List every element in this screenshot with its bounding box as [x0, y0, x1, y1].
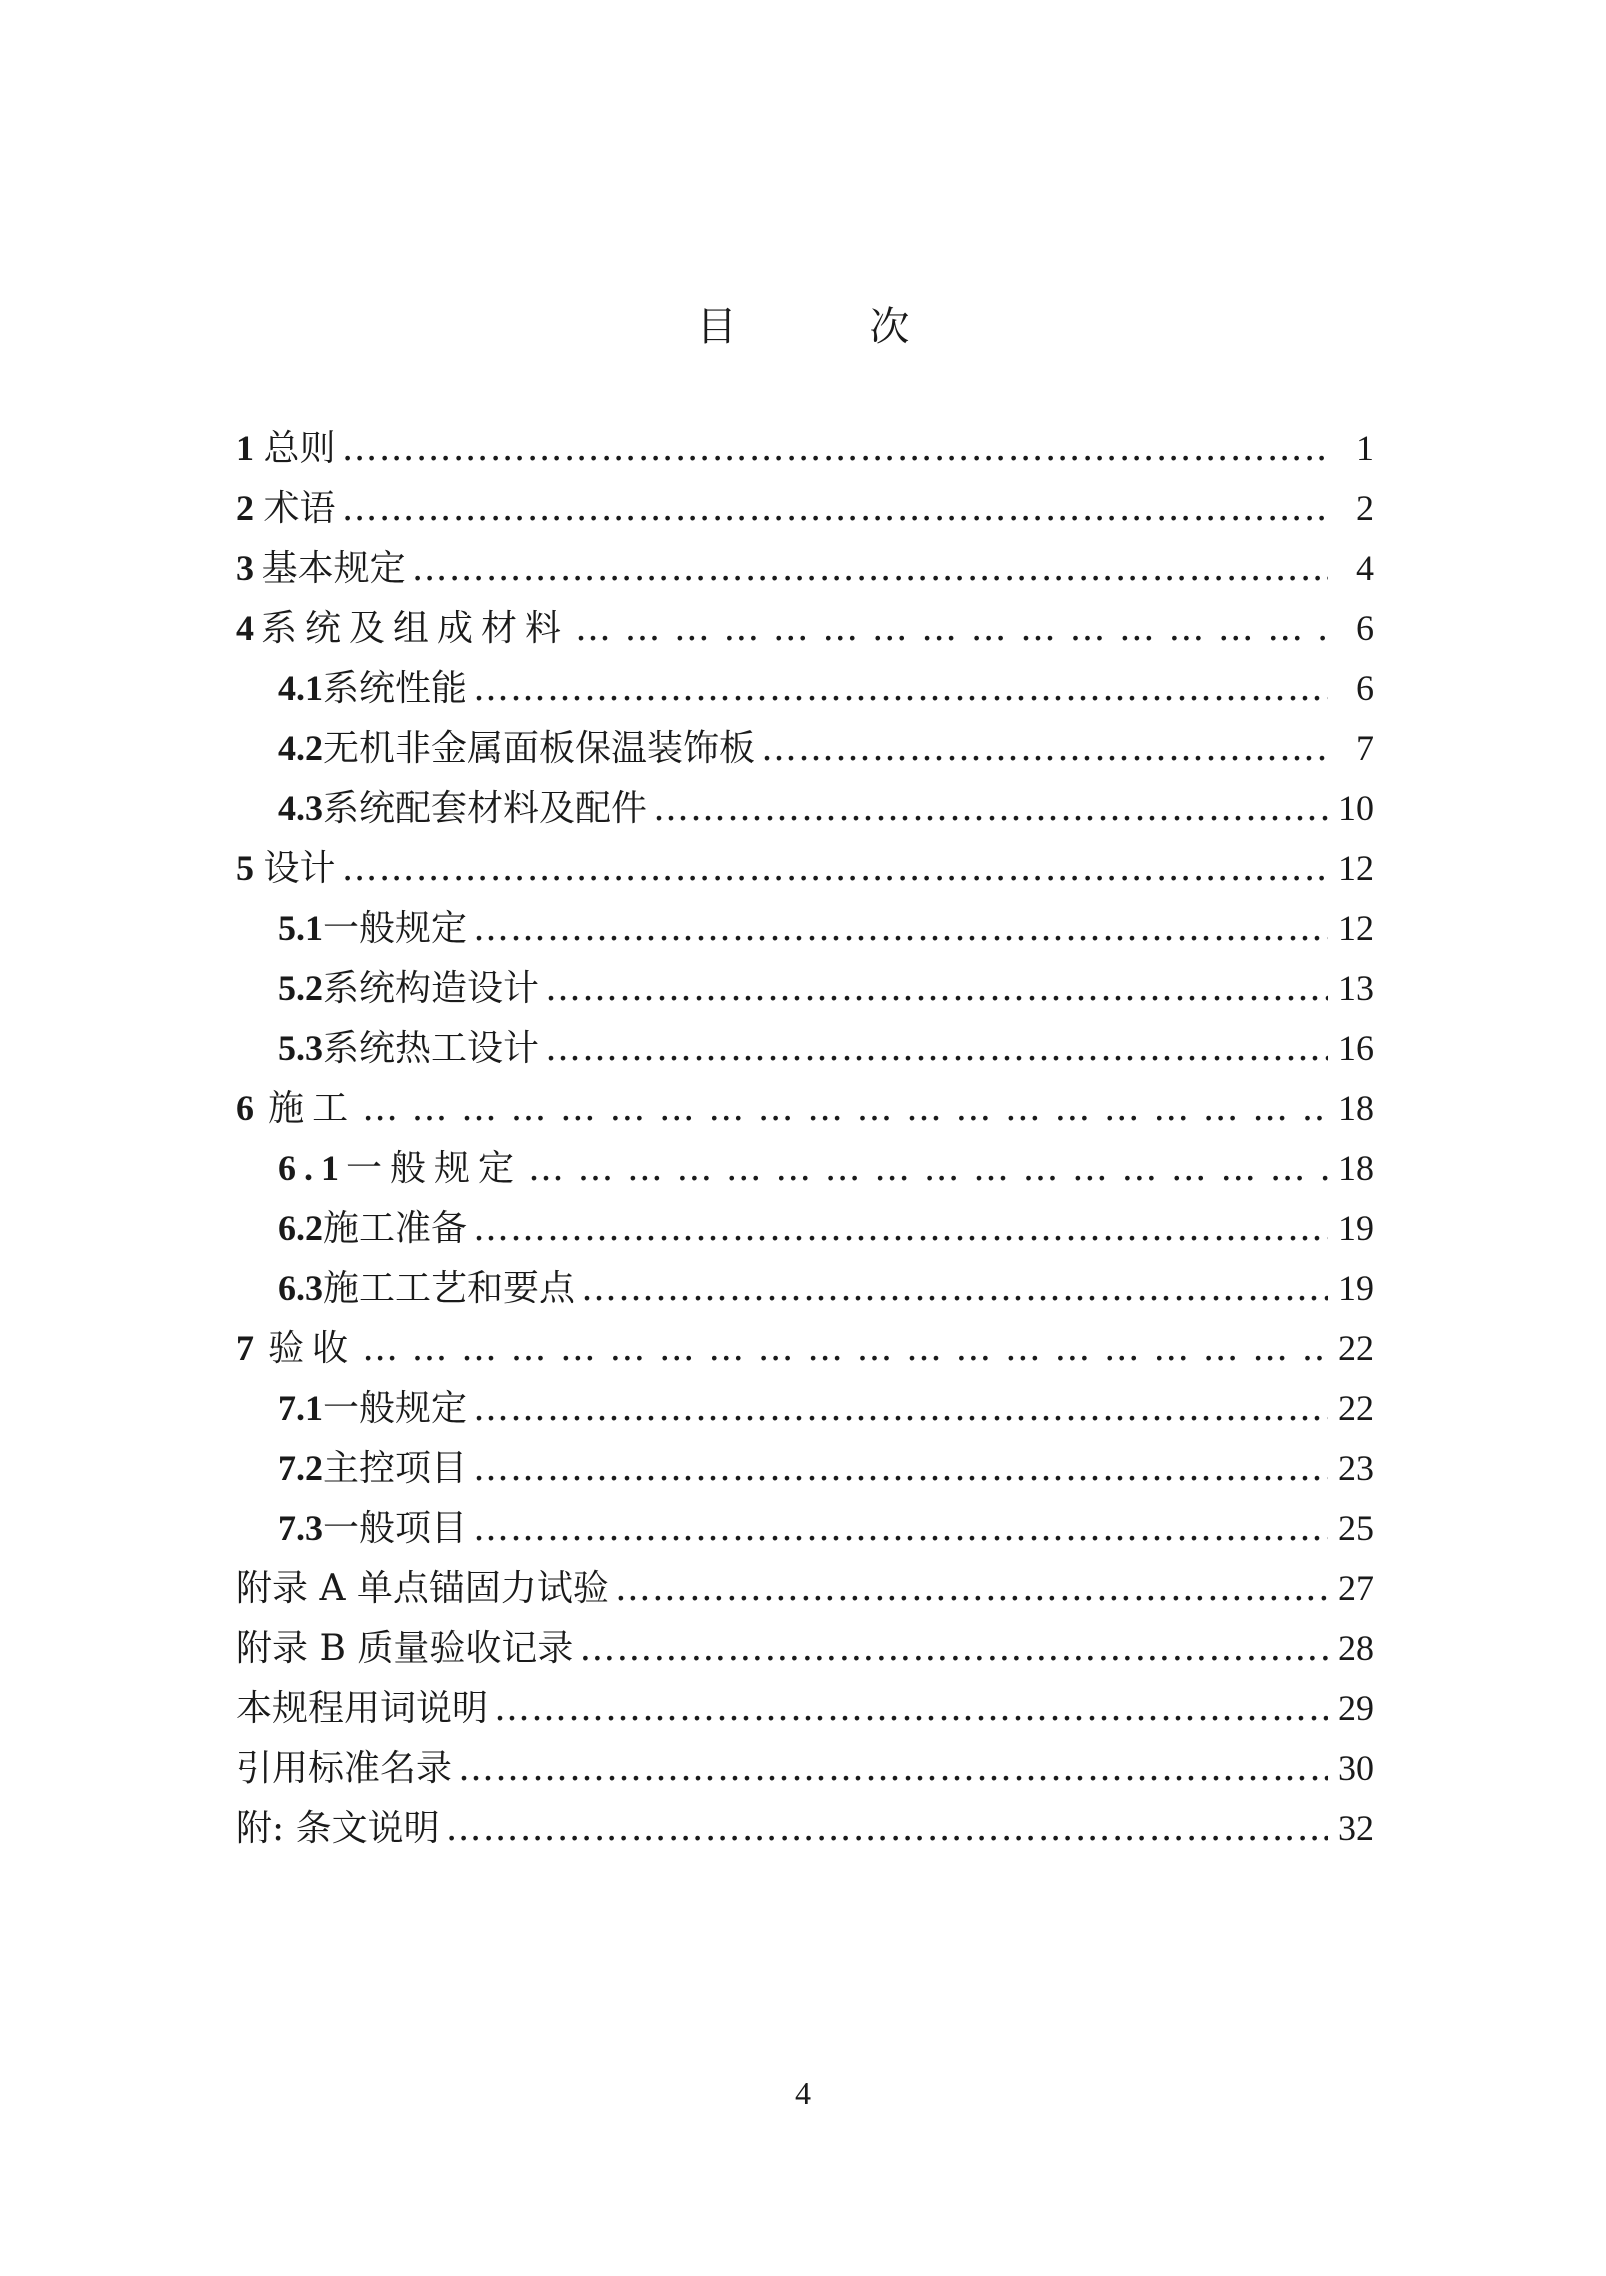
toc-leader-dots [473, 1199, 1328, 1259]
toc-leader-dots [362, 1079, 1328, 1139]
toc-entry[interactable] [236, 1198, 1374, 1258]
toc-entry-page: 19 [1338, 1208, 1374, 1248]
toc-entry-page: 2 [1356, 488, 1374, 528]
toc-leader-dots [579, 1619, 1328, 1679]
toc-entry-number: 5 [236, 848, 254, 888]
toc-entry-page: 30 [1338, 1748, 1374, 1788]
toc-entry-label: 引用标准名录 [236, 1748, 453, 1789]
toc-leader-dots [473, 1439, 1328, 1499]
toc-leader-dots [342, 479, 1328, 539]
toc-leader-dots [446, 1799, 1328, 1859]
toc-entry-number: 5.2 [278, 968, 323, 1008]
toc-entry-label: 基本规定 [261, 548, 406, 589]
toc-entry[interactable] [236, 898, 1374, 958]
toc-entry-label: 设计 [263, 848, 336, 889]
toc-entry-number: 4.1 [278, 668, 323, 708]
toc-entry-number: 5.1 [278, 908, 323, 948]
toc-entry[interactable] [236, 778, 1374, 838]
toc-entry-label: 附录 B 质量验收记录 [236, 1628, 574, 1669]
toc-entry[interactable] [236, 1678, 1374, 1738]
toc-entry-label: 一般规定 [346, 1148, 523, 1189]
toc-entry[interactable] [236, 958, 1374, 1018]
toc-entry-number: 7.1 [278, 1388, 323, 1428]
toc-title: 目 次 [696, 304, 970, 350]
toc-leader-dots [342, 839, 1328, 899]
toc-leader-dots [473, 899, 1328, 959]
toc-entry-label: 验收 [268, 1328, 357, 1369]
toc-entry[interactable] [236, 1558, 1374, 1618]
toc-entry[interactable] [236, 1318, 1374, 1378]
toc-entry-page: 22 [1338, 1388, 1374, 1428]
toc-entry-number: 6.1 [278, 1148, 347, 1188]
toc-entry-number: 3 [236, 548, 254, 588]
toc-entry-label: 附: 条文说明 [236, 1808, 440, 1849]
toc-entry-label: 一般规定 [323, 908, 468, 949]
toc-leader-dots [581, 1259, 1328, 1319]
toc-entry-number: 6 [236, 1088, 254, 1128]
toc-leader-dots [473, 659, 1328, 719]
toc-entry-number: 4 [236, 608, 254, 648]
toc-leader-dots [615, 1559, 1328, 1619]
toc-entry-label: 一般规定 [323, 1388, 468, 1429]
toc-entry[interactable] [236, 1438, 1374, 1498]
footer-page-number: 4 [795, 2075, 811, 2111]
toc-entry-page: 6 [1356, 668, 1374, 708]
toc-entry-page: 22 [1338, 1328, 1374, 1368]
toc-entry[interactable] [236, 1798, 1374, 1858]
toc-entry-page: 23 [1338, 1448, 1374, 1488]
toc-entry[interactable] [236, 1618, 1374, 1678]
toc-entry-page: 7 [1356, 728, 1374, 768]
toc-entry-label: 术语 [263, 488, 336, 529]
toc-entry-page: 6 [1356, 608, 1374, 648]
toc-entry-label: 附录 A 单点锚固力试验 [236, 1568, 609, 1609]
toc-entry-label: 本规程用词说明 [236, 1688, 489, 1729]
toc-entry-label: 主控项目 [323, 1448, 468, 1489]
toc-entry-label: 系统及组成材料 [261, 608, 570, 649]
toc-leader-dots [761, 719, 1328, 779]
toc-entry-label: 施工 [268, 1088, 357, 1129]
toc-leader-dots [528, 1139, 1328, 1199]
toc-entry-number: 2 [236, 488, 254, 528]
toc-leader-dots [473, 1379, 1328, 1439]
toc-entry-label: 无机非金属面板保温装饰板 [323, 728, 756, 769]
toc-leader-dots [653, 779, 1328, 839]
toc-entry[interactable] [236, 598, 1374, 658]
toc-entry-label: 系统热工设计 [323, 1028, 540, 1069]
toc-entry[interactable] [236, 718, 1374, 778]
toc-entry-page: 32 [1338, 1808, 1374, 1848]
toc-leader-dots [494, 1679, 1328, 1739]
toc-entry-page: 1 [1356, 428, 1374, 468]
toc-entry-label: 施工准备 [323, 1208, 468, 1249]
toc-entry-label: 系统性能 [323, 668, 468, 709]
toc-leader-dots [545, 959, 1328, 1019]
toc-entry-page: 25 [1338, 1508, 1374, 1548]
toc-entry-page: 18 [1338, 1148, 1374, 1188]
toc-entry[interactable] [236, 538, 1374, 598]
toc-entry[interactable] [236, 478, 1374, 538]
toc-leader-dots [545, 1019, 1328, 1079]
toc-entry-number: 7 [236, 1328, 254, 1368]
toc-entry-page: 28 [1338, 1628, 1374, 1668]
toc-entry-page: 12 [1338, 848, 1374, 888]
toc-entry-page: 16 [1338, 1028, 1374, 1068]
toc-entry-number: 4.3 [278, 788, 323, 828]
toc-leader-dots [458, 1739, 1328, 1799]
toc-entry-page: 10 [1338, 788, 1374, 828]
toc-entry[interactable] [236, 1738, 1374, 1798]
toc-entry-page: 13 [1338, 968, 1374, 1008]
toc-entry-page: 29 [1338, 1688, 1374, 1728]
toc-entry-number: 5.3 [278, 1028, 323, 1068]
toc-entry-number: 7.3 [278, 1508, 323, 1548]
toc-entry-number: 1 [236, 428, 254, 468]
toc-entry[interactable] [236, 418, 1374, 478]
toc-entry-page: 19 [1338, 1268, 1374, 1308]
toc-entry[interactable] [236, 1138, 1374, 1198]
toc-entry[interactable] [236, 658, 1374, 718]
toc-entry-page: 4 [1356, 548, 1374, 588]
table-of-contents [236, 418, 1374, 1858]
toc-leader-dots [362, 1319, 1328, 1379]
toc-entry[interactable] [236, 1378, 1374, 1438]
toc-entry[interactable] [236, 838, 1374, 898]
toc-entry-label: 一般项目 [323, 1508, 468, 1549]
toc-entry-number: 4.2 [278, 728, 323, 768]
toc-leader-dots [575, 599, 1328, 659]
toc-entry-label: 系统配套材料及配件 [323, 788, 648, 829]
toc-entry-page: 18 [1338, 1088, 1374, 1128]
toc-entry-number: 6.2 [278, 1208, 323, 1248]
toc-entry[interactable] [236, 1498, 1374, 1558]
toc-entry[interactable] [236, 1258, 1374, 1318]
toc-entry[interactable] [236, 1018, 1374, 1078]
toc-entry-label: 系统构造设计 [323, 968, 540, 1009]
toc-entry-number: 6.3 [278, 1268, 323, 1308]
toc-entry-page: 27 [1338, 1568, 1374, 1608]
toc-entry-label: 总则 [263, 428, 336, 469]
toc-entry-number: 7.2 [278, 1448, 323, 1488]
toc-entry-page: 12 [1338, 908, 1374, 948]
toc-entry[interactable] [236, 1078, 1374, 1138]
toc-leader-dots [342, 419, 1328, 479]
toc-leader-dots [412, 539, 1328, 599]
toc-leader-dots [473, 1499, 1328, 1559]
toc-entry-label: 施工工艺和要点 [323, 1268, 576, 1309]
